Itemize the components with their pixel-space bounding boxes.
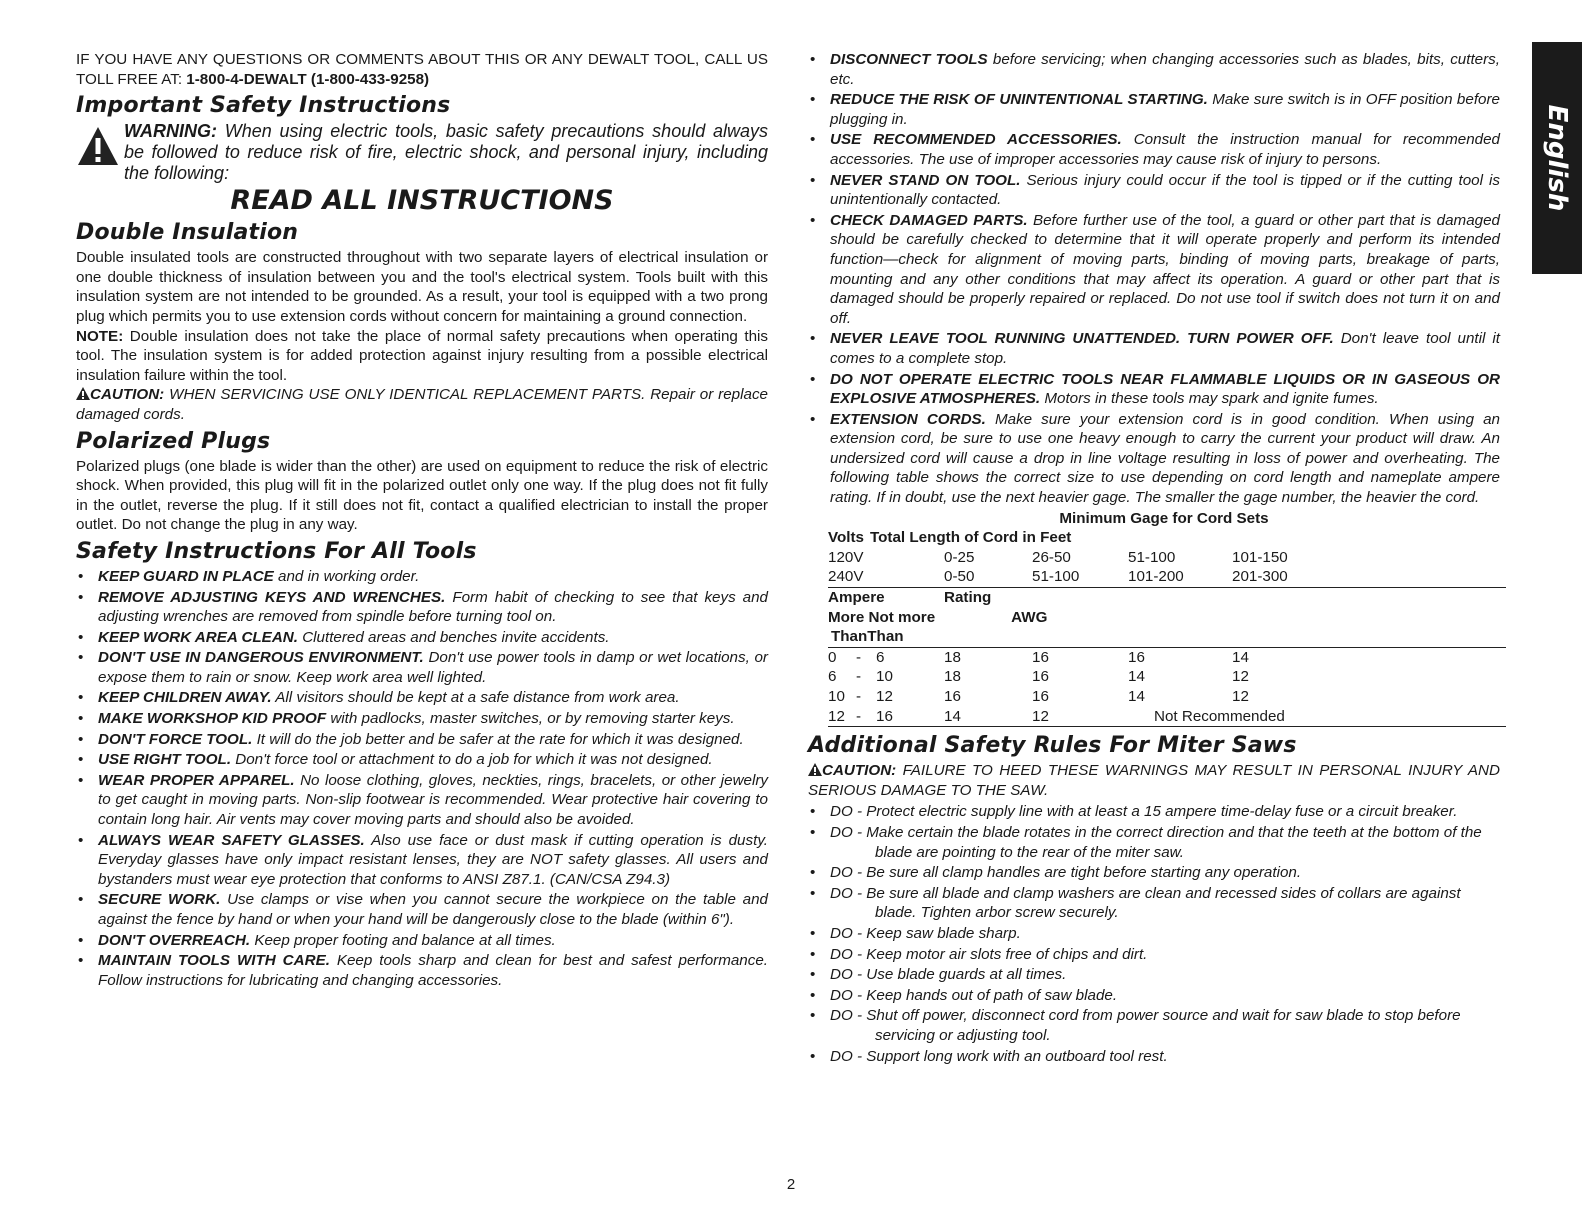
list-item [76, 567, 768, 587]
right-column [808, 50, 1500, 1067]
item-lead: REDUCE THE RISK OF UNINTENTIONAL STARTING. [830, 91, 1208, 109]
item-text: It will do the job better and be safer at the rate for which it was designed. [252, 730, 744, 748]
table-cell: 16 [944, 688, 961, 705]
list-item [76, 588, 768, 627]
table-cell: 14 [1232, 648, 1249, 666]
item-text: Don't force tool or attachment to do a job for which it was not designed. [231, 751, 713, 769]
item-lead: KEEP WORK AREA CLEAN. [98, 628, 298, 646]
all-tools-heading: Safety Instructions For All Tools [76, 538, 477, 564]
item-text: • DO - Protect electric supply line with at least a 15 ampere time-delay fuse or a circuit breaker. [830, 803, 1458, 821]
item-text: Serious injury could occur if the tool is tipped or if the cutting tool is unintentionally contacted. [830, 171, 1500, 209]
header-more-not-more [828, 608, 1128, 628]
cord-gage-table [828, 528, 1506, 727]
item-lead: SECURE WORK. [98, 891, 221, 909]
warning-block [76, 121, 768, 184]
caution-paragraph [76, 385, 768, 424]
list-item [808, 410, 1500, 508]
item-lead: USE RECOMMENDED ACCESSORIES. [830, 131, 1122, 149]
table-cell [870, 647, 944, 667]
table-cell: - [856, 648, 862, 666]
double-insulation-body: Double insulated tools are constructed throughout with two separate layers of electrical insulation or one double thickness of insulation between you and the tool's electrical system. Tools built with this insulation system are not intended to be grounded. As a result, your tool is equipped with a two prong plug which permits you to use extension cords without concern for maintaining a ground connection. [76, 249, 768, 325]
table-cell: 10 [828, 688, 845, 705]
table-cell: 0 [828, 648, 837, 666]
table-cell: 12 [828, 707, 856, 727]
table-cell: 101-200 [1128, 567, 1232, 587]
caution-triangle-icon [76, 387, 90, 400]
item-text: Motors in these tools may spark and ignite fumes. [1040, 390, 1379, 408]
important-heading: Important Safety Instructions [76, 93, 451, 119]
item-text: Keep proper footing and balance at all times. [250, 931, 556, 949]
list-item [808, 802, 1500, 822]
list-item [76, 750, 768, 770]
list-item [76, 771, 768, 830]
item-text: Before further use of the tool, a guard or other part that is damaged should be carefully checked to determine that it will operate properly and perform its intended function—check for alignment of moving parts, binding of moving parts, breakage of parts, mounting and any other conditions that may affect its operation. A guard or other part that is damaged should be properly repaired or replaced. Do not use tool if switch does not turn it on and off. [830, 211, 1500, 327]
warning-body: When using electric tools, basic safety precautions should always be followed to reduce risk of fire, electric shock, and personal injury, including the following: [124, 121, 768, 184]
table-cell: 201-300 [1232, 567, 1506, 587]
table-cell: 51-100 [1128, 548, 1176, 566]
cord-table-title: Minimum Gage for Cord Sets [1059, 509, 1269, 527]
item-text: before servicing; when changing accessories such as blades, bits, cutters, etc. [830, 51, 1500, 88]
item-lead: DO NOT OPERATE ELECTRIC TOOLS NEAR FLAMMABLE LIQUIDS OR IN GASEOUS OR EXPLOSIVE ATMOSPHERES. [830, 370, 1500, 408]
right-safety-list [808, 50, 1500, 508]
table-cell: 16 [1032, 668, 1049, 686]
more-not-more-label: More Not more [828, 608, 936, 626]
phone-number: 1-800-4-DEWALT (1-800-433-9258) [186, 70, 430, 88]
list-item [808, 924, 1500, 944]
intro-text [76, 50, 768, 89]
item-text: Don't leave tool until it comes to a complete stop. [830, 330, 1501, 367]
item-lead: WEAR PROPER APPAREL. [98, 771, 295, 789]
item-text: • DO - Use blade guards at all times. [830, 966, 1067, 984]
read-all-instructions: READ ALL INSTRUCTIONS [230, 185, 614, 217]
item-lead: DON'T USE IN DANGEROUS ENVIRONMENT. [98, 649, 424, 667]
miter-caution [808, 761, 1500, 800]
item-lead: NEVER LEAVE TOOL RUNNING UNATTENDED. TURN POWER OFF. [830, 330, 1334, 348]
table-cell: 14 [1128, 688, 1145, 705]
caution-triangle-icon [808, 763, 822, 776]
table-cell: - [856, 668, 862, 686]
list-item [76, 931, 768, 951]
table-cell: 0-50 [944, 567, 1032, 587]
list-item [808, 863, 1500, 883]
table-cell: 14 [1128, 668, 1145, 686]
all-tools-list [76, 567, 768, 990]
list-item [76, 890, 768, 929]
caution-body: FAILURE TO HEED THESE WARNINGS MAY RESULT IN PERSONAL INJURY AND SERIOUS DAMAGE TO THE SAW. [808, 762, 1500, 799]
table-cell: 14 [944, 707, 1032, 727]
language-side-tab [1532, 42, 1582, 274]
item-lead: MAKE WORKSHOP KID PROOF [98, 710, 327, 728]
item-text: Don't use power tools in damp or wet locations, or expose them to rain or snow. Keep work area well lighted. [98, 649, 768, 686]
caution-body: WHEN SERVICING USE ONLY IDENTICAL REPLACEMENT PARTS. Repair or replace damaged cords. [76, 386, 768, 423]
table-cell: 51-100 [1032, 567, 1128, 587]
item-lead: ALWAYS WEAR SAFETY GLASSES. [98, 831, 365, 849]
table-cell: 0-25 [944, 548, 975, 566]
table-cell: 101-150 [1232, 548, 1288, 566]
item-text: • DO - Keep saw blade sharp. [830, 924, 1021, 942]
item-lead: KEEP GUARD IN PLACE [98, 567, 274, 585]
item-lead: NEVER STAND ON TOOL. [830, 171, 1021, 189]
item-text: Also use face or dust mask if cutting operation is dusty. Everyday glasses have only impact resistant lenses, they are NOT safety glasses. All users and bystanders must wear eye protection that conforms to ANSI Z87.1. (CAN/CSA Z94.3) [98, 831, 769, 888]
table-cell: Not Recommended [1128, 707, 1506, 727]
table-cell: 12 [876, 688, 893, 705]
item-text: Form habit of checking to see that keys and adjusting wrenches are removed from spindle before turning tool on. [98, 588, 768, 626]
list-item [808, 130, 1500, 169]
list-item [76, 628, 768, 648]
list-item [808, 50, 1500, 89]
header-ampere: Ampere [828, 589, 885, 607]
item-lead: REMOVE ADJUSTING KEYS AND WRENCHES. [98, 588, 446, 606]
list-item [76, 730, 768, 750]
item-text: • DO - Make certain the blade rotates in the correct direction and that the teeth at the bottom of the blade are pointing to the rear of the miter saw. [830, 823, 1482, 861]
warning-label: WARNING: [124, 121, 217, 142]
item-lead: DON'T OVERREACH. [98, 931, 251, 949]
table-cell: 18 [944, 648, 961, 666]
item-lead: MAINTAIN TOOLS WITH CARE. [98, 952, 330, 970]
list-item [76, 951, 768, 990]
table-cell: 120V [828, 548, 864, 566]
list-item [808, 171, 1500, 210]
item-text: • DO - Be sure all clamp handles are tight before starting any operation. [830, 864, 1302, 882]
double-insulation-heading: Double Insulation [76, 220, 299, 246]
language-label: English [1542, 104, 1572, 212]
item-text: Keep tools sharp and clean for best and safest performance. Follow instructions for lubricating and changing accessories. [98, 952, 769, 989]
item-lead: CHECK DAMAGED PARTS. [830, 211, 1028, 229]
list-item [808, 211, 1500, 329]
table-cell: - [856, 707, 870, 727]
list-item [808, 945, 1500, 965]
list-item [76, 688, 768, 708]
item-text: with padlocks, master switches, or by removing starter keys. [326, 710, 735, 728]
list-item [808, 370, 1500, 409]
header-length: Total Length of Cord in Feet [870, 529, 1072, 547]
item-text: • DO - Keep motor air slots free of chips and dirt. [830, 945, 1148, 963]
header-rating: Rating [944, 589, 992, 607]
list-item [808, 965, 1500, 985]
item-text: Consult the instruction manual for recommended accessories. The use of improper accessories may cause risk of injury to persons. [830, 131, 1500, 168]
table-cell: 12 [1232, 668, 1249, 686]
list-item [808, 986, 1500, 1006]
item-text: Make sure switch is in OFF position before plugging in. [830, 91, 1500, 128]
list-item [76, 831, 768, 890]
table-cell: 240V [828, 567, 944, 587]
list-item [808, 329, 1500, 368]
note-label: NOTE: [76, 327, 124, 345]
table-cell: 16 [1128, 648, 1145, 666]
item-text: Make sure your extension cord is in good condition. When using an extension cord, be sure to use one heavy enough to carry the current your product will draw. An undersized cord will cause a drop in line voltage resulting in loss of power and overheating. The following table shows the correct size to use depending on cord length and nameplate ampere rating. If in doubt, use the next heavier gage. The smaller the gage number, the heavier the cord. [830, 410, 1500, 507]
item-lead: EXTENSION CORDS. [830, 410, 986, 428]
item-text: Use clamps or vise when you cannot secure the workpiece on the table and against the fence by hand or when your hand will be dangerously close to the blade (within 6"). [98, 891, 768, 928]
table-cell: 6 [828, 668, 837, 686]
table-cell: 12 [1032, 707, 1128, 727]
table-cell: 16 [1032, 688, 1049, 705]
list-item [76, 709, 768, 729]
item-text: • DO - Shut off power, disconnect cord from power source and wait for saw blade to stop before servicing or adjusting tool. [830, 1007, 1461, 1044]
list-item [808, 823, 1500, 862]
list-item [808, 1047, 1500, 1067]
note-body: Double insulation does not take the place of normal safety precautions when operating this tool. The insulation system is for added protection against injury resulting from a possible electrical insulation failure within the tool. [76, 327, 768, 384]
item-text: Cluttered areas and benches invite accidents. [297, 628, 610, 646]
table-cell: 26-50 [1032, 548, 1071, 566]
item-text: No loose clothing, gloves, neckties, rings, bracelets, or other jewelry to get caught in moving parts. Non-slip footwear is recommended. Wear protective hair covering to contain long hair. Air vents may cover moving parts and should also be avoided. [98, 771, 769, 829]
cell-than: 6 [876, 648, 885, 666]
warning-text [124, 121, 768, 184]
item-text: • DO - Support long work with an outboard tool rest. [830, 1047, 1168, 1065]
table-cell: 12 [1232, 688, 1249, 705]
page-number: 2 [786, 1176, 796, 1193]
item-lead: KEEP CHILDREN AWAY. [98, 689, 272, 707]
list-item [808, 884, 1500, 923]
caution-label: CAUTION: [822, 762, 897, 780]
item-text: • DO - Keep hands out of path of saw blade. [830, 986, 1118, 1004]
header-than-than: ThanThan [828, 627, 1506, 647]
polarized-plugs-heading: Polarized Plugs [76, 428, 271, 454]
list-item [808, 1006, 1500, 1045]
warning-triangle-icon [76, 125, 120, 167]
polarized-plugs-body: Polarized plugs (one blade is wider than the other) are used on equipment to reduce the risk of electric shock. When provided, this plug will fit in the polarized outlet only one way. If the plug does not fit fully in the outlet, reverse the plug. If it still does not fit, contact a qualified electrician to install the proper outlet. Do not change the plug in any way. [76, 457, 768, 534]
item-lead: USE RIGHT TOOL. [98, 751, 232, 769]
table-cell: 16 [870, 707, 944, 727]
list-item [76, 648, 768, 687]
left-column [76, 50, 768, 991]
miter-heading: Additional Safety Rules For Miter Saws [808, 733, 1297, 759]
item-lead: DISCONNECT TOOLS [830, 51, 988, 68]
item-text: • DO - Be sure all blade and clamp washers are clean and recessed sides of collars are against blade. Tighten arbor screw securely. [830, 884, 1461, 922]
header-volts: Volts [828, 529, 865, 547]
table-cell: 16 [1032, 648, 1049, 666]
item-text: and in working order. [273, 567, 420, 585]
item-lead: DON'T FORCE TOOL. [98, 730, 253, 748]
table-cell: - [856, 688, 862, 705]
list-item [808, 90, 1500, 129]
table-cell: 10 [876, 668, 893, 686]
note-paragraph [76, 327, 768, 386]
item-text: All visitors should be kept at a safe distance from work area. [271, 689, 680, 707]
intro-line: IF YOU HAVE ANY QUESTIONS OR COMMENTS ABOUT THIS OR ANY DEWALT TOOL, CALL US TOLL FREE AT: [76, 51, 768, 88]
table-cell: 18 [944, 668, 961, 686]
caution-label: CAUTION: [90, 386, 165, 404]
awg-label: AWG [1011, 608, 1048, 626]
miter-do-list [808, 802, 1500, 1066]
